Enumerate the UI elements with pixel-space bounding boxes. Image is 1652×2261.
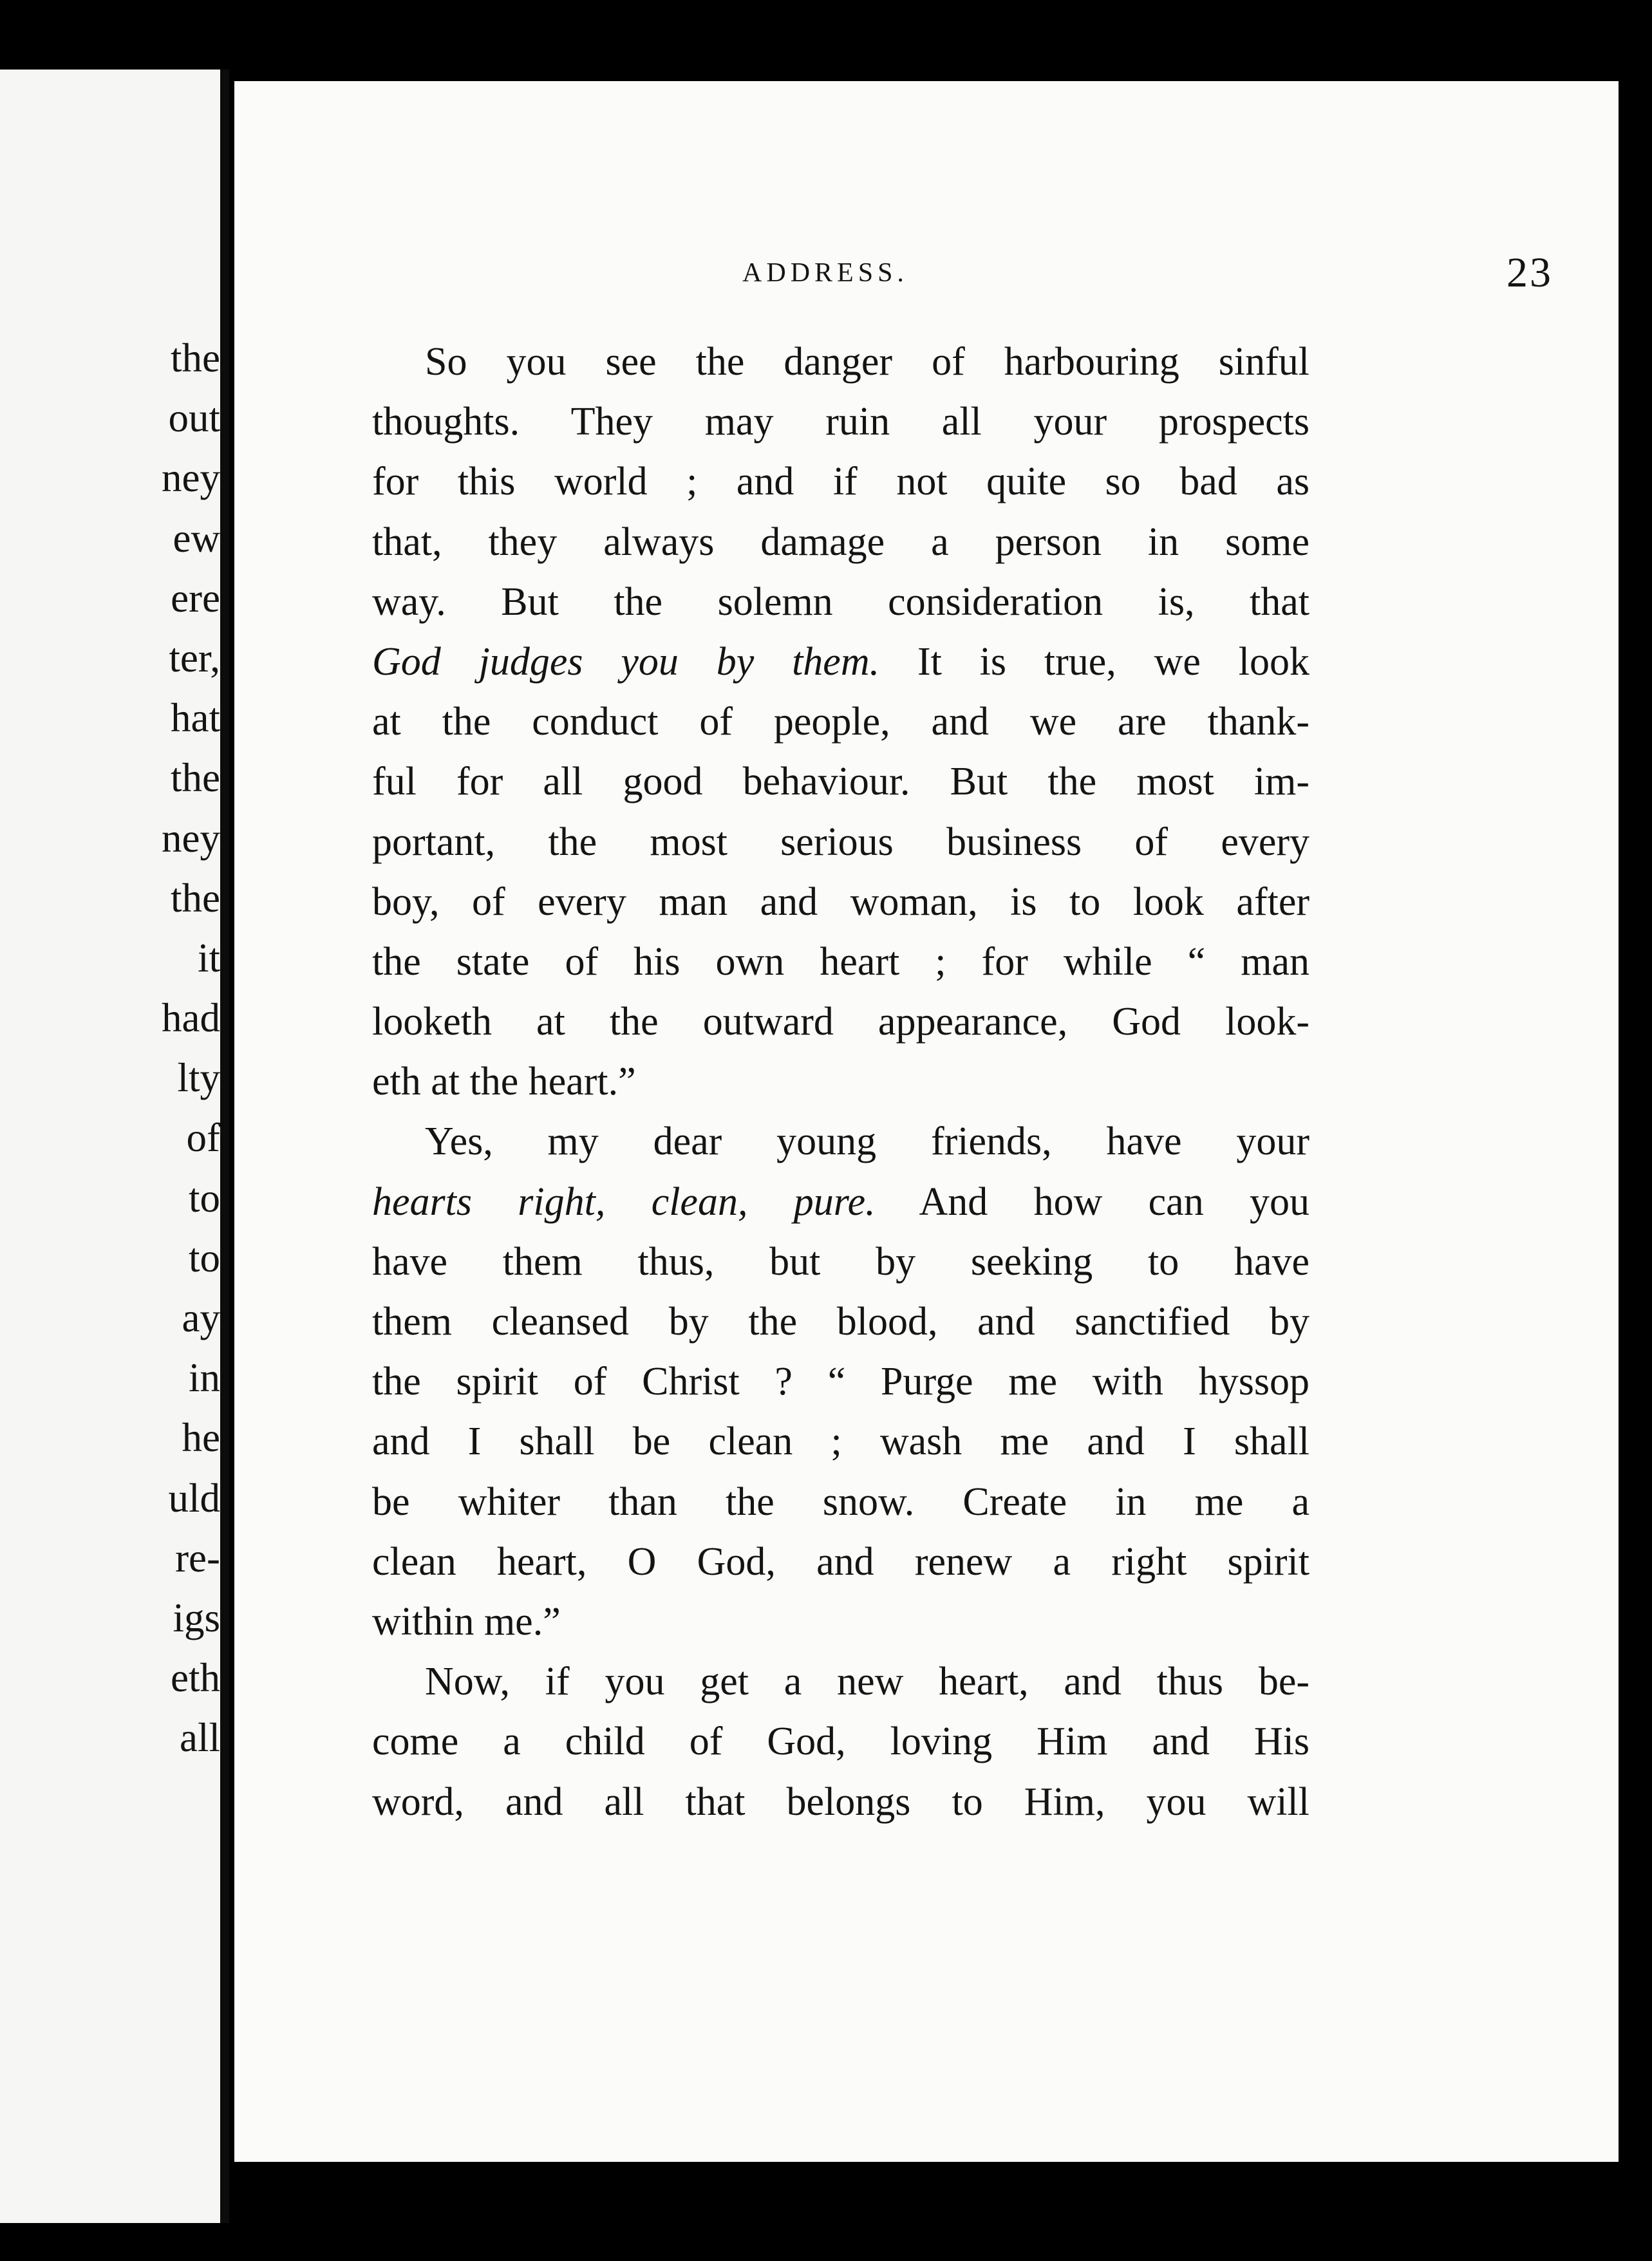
text-line: the spirit of Christ ? “ Purge me with hyssop — [372, 1360, 1309, 1404]
text-line: looketh at the outward appearance, God look- — [372, 1000, 1309, 1044]
line-fragment: uld — [168, 1475, 220, 1521]
line-fragment: ere — [171, 575, 220, 621]
line-fragment: of — [186, 1115, 220, 1161]
text-line: ful for all good behaviour. But the most im- — [372, 760, 1309, 804]
line-fragment: had — [162, 995, 220, 1041]
line-fragment: ew — [173, 515, 220, 561]
text-line: within me.” — [372, 1599, 561, 1644]
text-line: Yes, my dear young friends, have your — [425, 1120, 1309, 1164]
text-line: So you see the danger of harbouring sinful — [425, 340, 1309, 384]
text-line: for this world ; and if not quite so bad as — [372, 460, 1309, 504]
text-line: word, and all that belongs to Him, you will — [372, 1779, 1309, 1824]
running-head — [343, 247, 1553, 299]
line-fragment: the — [171, 755, 220, 801]
line-fragment: all — [180, 1715, 220, 1761]
book-gutter — [220, 70, 229, 2223]
line-fragment: re- — [175, 1535, 220, 1581]
previous-page — [0, 70, 227, 2223]
line-fragment: to — [188, 1235, 220, 1281]
line-fragment: ney — [162, 815, 220, 861]
line-fragment: ney — [162, 455, 220, 501]
text-line: come a child of God, loving Him and His — [372, 1720, 1309, 1764]
text-line: God judges you by them. It is true, we look — [372, 639, 1309, 684]
text-line: the state of his own heart ; for while “ man — [372, 939, 1309, 984]
text-line: clean heart, O God, and renew a right spirit — [372, 1539, 1309, 1584]
italic-emphasis: hearts right, clean, pure. — [372, 1179, 876, 1224]
line-fragment: he — [182, 1415, 220, 1461]
body-text — [372, 332, 1309, 1832]
line-fragment: ay — [182, 1295, 220, 1340]
current-page — [234, 81, 1619, 2162]
line-fragment: the — [171, 875, 220, 921]
text-line: have them thus, but by seeking to have — [372, 1239, 1309, 1284]
italic-emphasis: God judges you by them. — [372, 639, 880, 684]
text-line: Now, if you get a new heart, and thus be- — [425, 1660, 1309, 1704]
text-line: hearts right, clean, pure. And how can you — [372, 1179, 1309, 1224]
text-line: boy, of every man and woman, is to look after — [372, 879, 1309, 924]
line-fragment: hat — [171, 695, 220, 741]
text-line: portant, the most serious business of every — [372, 820, 1309, 864]
text-line: them cleansed by the blood, and sanctified by — [372, 1300, 1309, 1344]
line-fragment: out — [168, 395, 220, 441]
page-number: 23 — [1507, 249, 1553, 296]
text-line: that, they always damage a person in some — [372, 520, 1309, 564]
line-fragment: to — [188, 1175, 220, 1221]
running-title: ADDRESS. — [742, 258, 908, 288]
previous-page-line-fragments — [162, 328, 220, 1768]
line-fragment: it — [197, 935, 220, 980]
line-fragment: lty — [177, 1055, 220, 1101]
scan-border — [1619, 70, 1652, 2261]
text-line: be whiter than the snow. Create in me a — [372, 1479, 1309, 1524]
line-fragment: in — [188, 1355, 220, 1401]
line-fragment: igs — [173, 1595, 220, 1640]
text-line: thoughts. They may ruin all your prospects — [372, 400, 1309, 444]
line-fragment: the — [171, 335, 220, 380]
text-line: and I shall be clean ; wash me and I shall — [372, 1420, 1309, 1464]
line-fragment: eth — [171, 1655, 220, 1701]
text-line: way. But the solemn consideration is, that — [372, 579, 1309, 624]
text-line: at the conduct of people, and we are thank- — [372, 700, 1309, 744]
line-fragment: ter, — [169, 635, 220, 680]
text-line: eth at the heart.” — [372, 1060, 636, 1104]
